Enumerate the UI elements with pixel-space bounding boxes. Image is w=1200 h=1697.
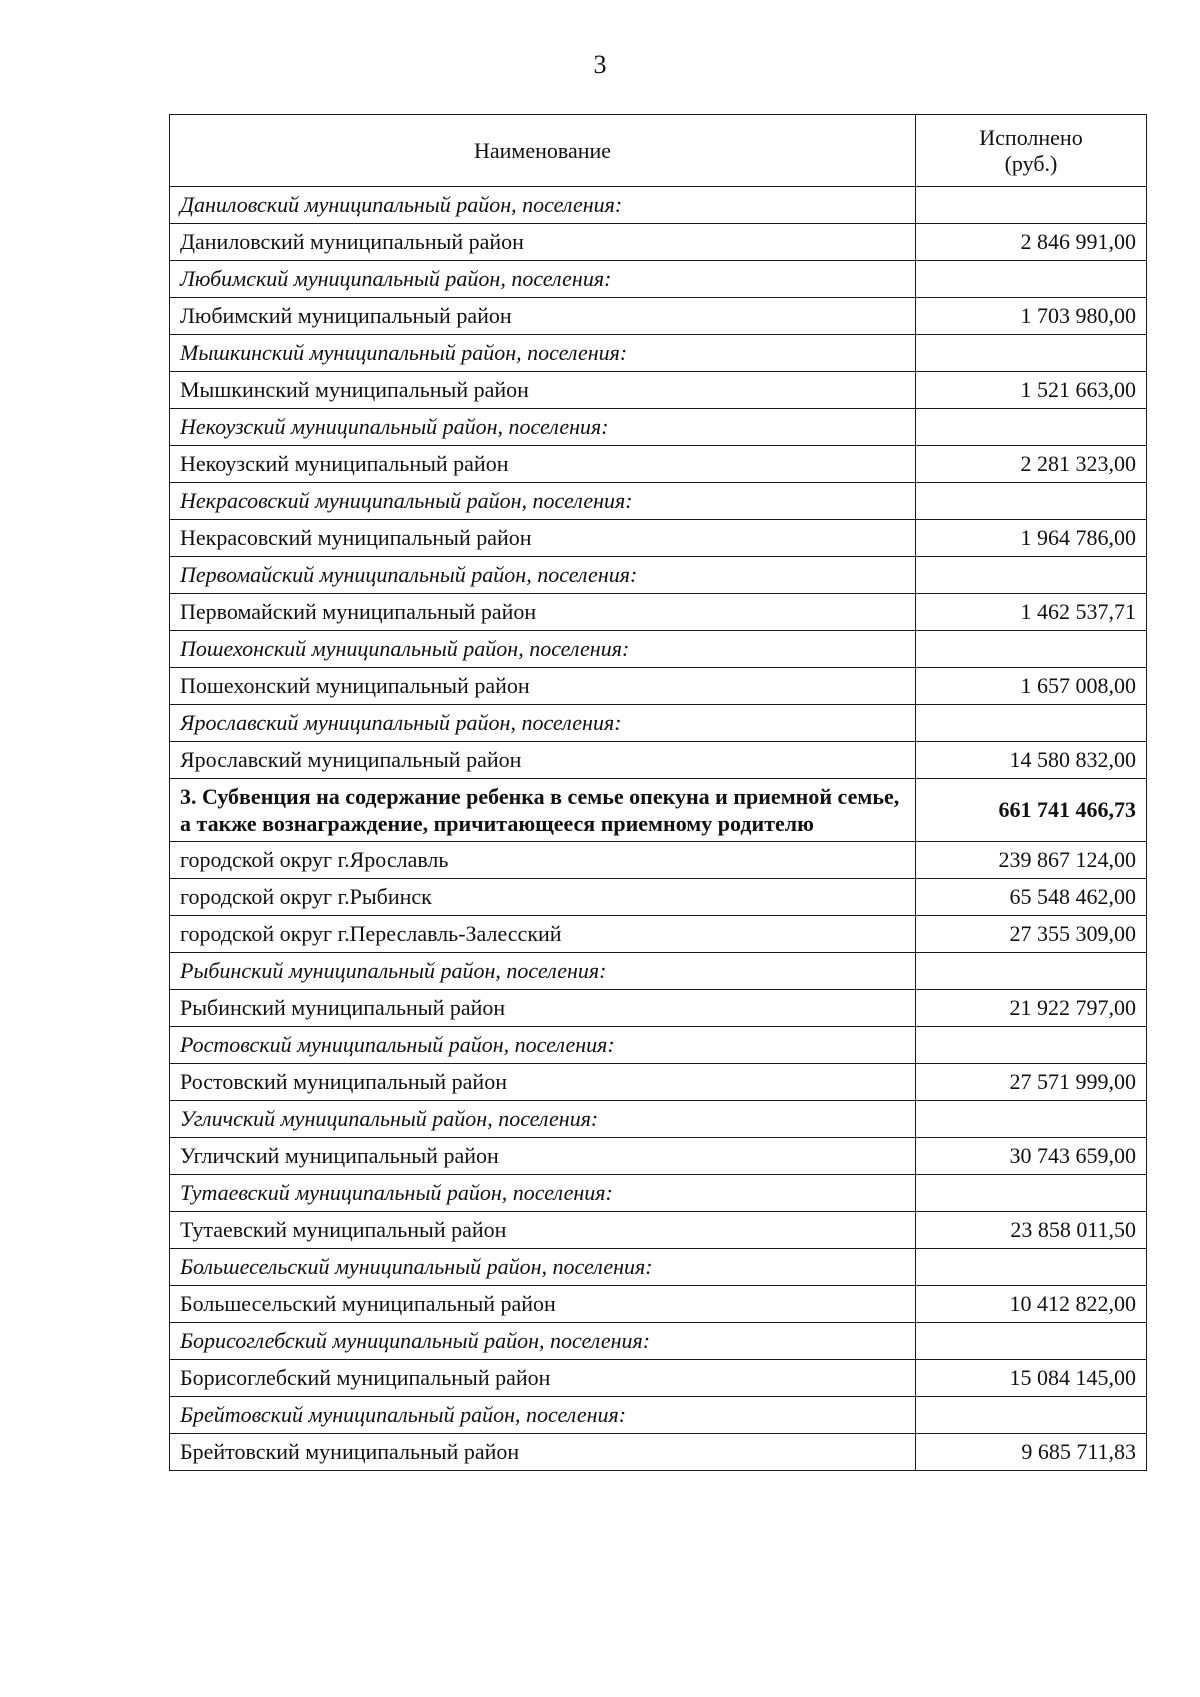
group-heading-cell: Ярославский муниципальный район, поселения:	[170, 705, 916, 742]
row-value-cell: 21 922 797,00	[916, 990, 1147, 1027]
row-value-cell	[916, 1249, 1147, 1286]
row-value-cell	[916, 1027, 1147, 1064]
table-row	[170, 1360, 1147, 1397]
table-row	[170, 446, 1147, 483]
row-name-cell: Тутаевский муниципальный район	[170, 1212, 916, 1249]
table-row	[170, 1434, 1147, 1471]
section-total-row	[170, 779, 1147, 842]
group-heading-row	[170, 335, 1147, 372]
group-heading-row	[170, 705, 1147, 742]
row-name-cell: Брейтовский муниципальный район	[170, 1434, 916, 1471]
table-header-row	[170, 115, 1147, 187]
group-heading-cell: Некрасовский муниципальный район, поселения:	[170, 483, 916, 520]
table-row	[170, 298, 1147, 335]
row-value-cell: 65 548 462,00	[916, 879, 1147, 916]
row-value-cell: 27 355 309,00	[916, 916, 1147, 953]
group-heading-cell: Ростовский муниципальный район, поселения:	[170, 1027, 916, 1064]
row-value-cell	[916, 953, 1147, 990]
row-name-cell: городской округ г.Переславль-Залесский	[170, 916, 916, 953]
table-row	[170, 1286, 1147, 1323]
group-heading-cell: Первомайский муниципальный район, поселения:	[170, 557, 916, 594]
table-row	[170, 1212, 1147, 1249]
row-value-cell: 15 084 145,00	[916, 1360, 1147, 1397]
row-value-cell: 23 858 011,50	[916, 1212, 1147, 1249]
row-value-cell	[916, 1101, 1147, 1138]
table-body	[170, 187, 1147, 1471]
group-heading-cell: Большесельский муниципальный район, поселения:	[170, 1249, 916, 1286]
group-heading-row	[170, 483, 1147, 520]
row-value-cell: 1 521 663,00	[916, 372, 1147, 409]
table-row	[170, 668, 1147, 705]
row-name-cell: городской округ г.Ярославль	[170, 842, 916, 879]
row-value-cell	[916, 1397, 1147, 1434]
row-value-cell	[916, 705, 1147, 742]
column-header-executed-label: Исполнено	[979, 124, 1083, 150]
row-value-cell	[916, 1323, 1147, 1360]
row-value-cell: 27 571 999,00	[916, 1064, 1147, 1101]
column-header-name: Наименование	[170, 115, 916, 187]
group-heading-row	[170, 409, 1147, 446]
group-heading-cell: Борисоглебский муниципальный район, поселения:	[170, 1323, 916, 1360]
row-name-cell: Некоузский муниципальный район	[170, 446, 916, 483]
group-heading-row	[170, 557, 1147, 594]
row-value-cell	[916, 557, 1147, 594]
row-value-cell: 2 281 323,00	[916, 446, 1147, 483]
table-row	[170, 742, 1147, 779]
group-heading-cell: Пошехонский муниципальный район, поселения:	[170, 631, 916, 668]
table-row	[170, 1138, 1147, 1175]
group-heading-cell: Рыбинский муниципальный район, поселения:	[170, 953, 916, 990]
budget-table	[169, 114, 1147, 1471]
table-row	[170, 990, 1147, 1027]
section-title-cell: 3. Субвенция на содержание ребенка в семье опекуна и приемной семье, а также вознаграждение, причитающееся приемному родителю	[170, 779, 916, 842]
group-heading-row	[170, 1397, 1147, 1434]
group-heading-row	[170, 1249, 1147, 1286]
row-name-cell: Ярославский муниципальный район	[170, 742, 916, 779]
group-heading-row	[170, 261, 1147, 298]
table-row	[170, 842, 1147, 879]
row-name-cell: Борисоглебский муниципальный район	[170, 1360, 916, 1397]
row-name-cell: Угличский муниципальный район	[170, 1138, 916, 1175]
table-row	[170, 1064, 1147, 1101]
group-heading-row	[170, 631, 1147, 668]
row-value-cell	[916, 335, 1147, 372]
group-heading-cell: Угличский муниципальный район, поселения:	[170, 1101, 916, 1138]
group-heading-row	[170, 187, 1147, 224]
group-heading-row	[170, 1027, 1147, 1064]
table-row	[170, 224, 1147, 261]
row-value-cell	[916, 187, 1147, 224]
row-value-cell	[916, 483, 1147, 520]
row-name-cell: Ростовский муниципальный район	[170, 1064, 916, 1101]
row-value-cell	[916, 631, 1147, 668]
page-number: 3	[593, 50, 607, 79]
table-row	[170, 916, 1147, 953]
row-value-cell: 9 685 711,83	[916, 1434, 1147, 1471]
table-row	[170, 594, 1147, 631]
row-value-cell: 1 657 008,00	[916, 668, 1147, 705]
row-name-cell: Любимский муниципальный район	[170, 298, 916, 335]
row-name-cell: Пошехонский муниципальный район	[170, 668, 916, 705]
group-heading-cell: Некоузский муниципальный район, поселения:	[170, 409, 916, 446]
group-heading-cell: Даниловский муниципальный район, поселения:	[170, 187, 916, 224]
row-name-cell: Рыбинский муниципальный район	[170, 990, 916, 1027]
group-heading-cell: Мышкинский муниципальный район, поселения:	[170, 335, 916, 372]
table-row	[170, 372, 1147, 409]
group-heading-row	[170, 1101, 1147, 1138]
table-row	[170, 879, 1147, 916]
row-value-cell: 30 743 659,00	[916, 1138, 1147, 1175]
column-header-executed	[916, 115, 1147, 187]
row-value-cell: 2 846 991,00	[916, 224, 1147, 261]
group-heading-row	[170, 1323, 1147, 1360]
row-value-cell: 1 703 980,00	[916, 298, 1147, 335]
row-value-cell: 10 412 822,00	[916, 1286, 1147, 1323]
row-value-cell	[916, 1175, 1147, 1212]
row-name-cell: Первомайский муниципальный район	[170, 594, 916, 631]
table-row	[170, 520, 1147, 557]
row-name-cell: городской округ г.Рыбинск	[170, 879, 916, 916]
row-name-cell: Некрасовский муниципальный район	[170, 520, 916, 557]
row-value-cell: 1 462 537,71	[916, 594, 1147, 631]
group-heading-row	[170, 953, 1147, 990]
row-name-cell: Большесельский муниципальный район	[170, 1286, 916, 1323]
row-value-cell	[916, 261, 1147, 298]
group-heading-cell: Брейтовский муниципальный район, поселения:	[170, 1397, 916, 1434]
group-heading-cell: Тутаевский муниципальный район, поселения:	[170, 1175, 916, 1212]
section-total-value-cell: 661 741 466,73	[916, 779, 1147, 842]
row-value-cell: 239 867 124,00	[916, 842, 1147, 879]
column-header-executed-unit: (руб.)	[1004, 150, 1058, 176]
row-value-cell	[916, 409, 1147, 446]
row-value-cell: 1 964 786,00	[916, 520, 1147, 557]
row-name-cell: Даниловский муниципальный район	[170, 224, 916, 261]
row-value-cell: 14 580 832,00	[916, 742, 1147, 779]
row-name-cell: Мышкинский муниципальный район	[170, 372, 916, 409]
group-heading-cell: Любимский муниципальный район, поселения:	[170, 261, 916, 298]
group-heading-row	[170, 1175, 1147, 1212]
